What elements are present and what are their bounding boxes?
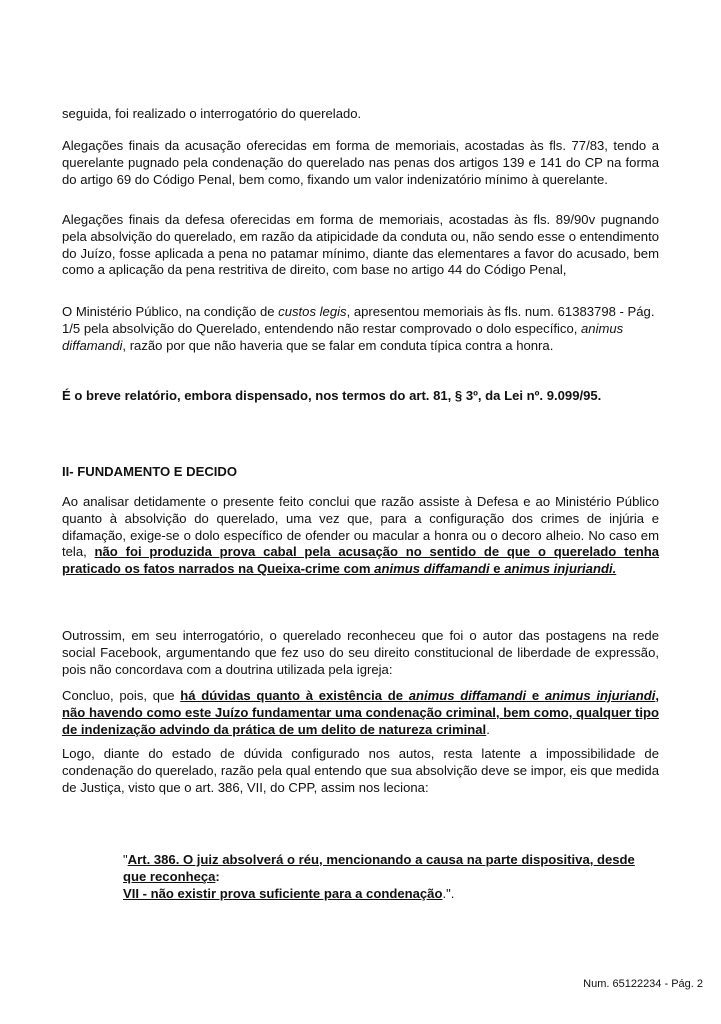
text-segment: Ao analisar detidamente o presente feito conclui que razão assiste à Defesa e ao Ministério Público quanto à absolvição do querelado, uma vez que, para a configuração dos crimes de injúria e difamação, exige-se o dolo específico de ofender ou macular a honra ou o decoro alheio. No caso em tela, bbox=[62, 494, 659, 560]
text-segment-italic: animus diffamandi bbox=[62, 320, 624, 353]
text-segment-emphasis-italic: animus injuriandi bbox=[544, 688, 656, 703]
paragraph-text: É o breve relatório, embora dispensado, nos termos do art. 81, § 3º, da Lei nº. 9.099/95. bbox=[62, 388, 602, 403]
text-segment-emphasis: e bbox=[489, 561, 505, 577]
paragraph-alegacoes-acusacao bbox=[62, 138, 659, 188]
text-segment-italic: custos legis bbox=[278, 304, 347, 319]
text-segment: , apresentou memoriais às fls. num. 61383798 - Pág. 1/5 pela absolvição do Querelado, entendendo não restar comprovado o dolo específico, bbox=[62, 304, 655, 336]
text-segment-emphasis: há dúvidas quanto à existência de bbox=[180, 688, 409, 703]
page-number-footer bbox=[583, 978, 703, 991]
quote-open-mark: " bbox=[123, 852, 128, 867]
text-segment: . bbox=[486, 721, 490, 737]
paragraph-concluo bbox=[62, 688, 659, 738]
quote-colon: : bbox=[215, 868, 220, 884]
section-heading bbox=[62, 464, 659, 481]
paragraph-text: Alegações finais da defesa oferecidas em forma de memoriais, acostadas às fls. 89/90v pugnando pela absolvição do querelado, em razão da atipicidade da conduta ou, não sendo esse o entendimento do Juízo, fosse aplicada a pena no patamar mínimo, diante das elementares a favor do acusado, bem como a aplicação da pena restritiva de direito, com base no artigo 44 do Código Penal, bbox=[62, 212, 659, 278]
paragraph-text: Logo, diante do estado de dúvida configurado nos autos, resta latente a impossibilidade de condenação do querelado, razão pela qual entendo que sua absolvição deve se impor, eis que medida de Justiça, visto que o art. 386, VII, do CPP, assim nos leciona: bbox=[62, 746, 659, 795]
footer-text: Num. 65122234 - Pág. 2 bbox=[583, 978, 703, 990]
text-segment-emphasis-italic: animus diffamandi bbox=[374, 561, 490, 577]
paragraph-ministerio-publico bbox=[62, 304, 659, 354]
paragraph-text: seguida, foi realizado o interrogatório do querelado. bbox=[62, 106, 362, 121]
text-segment-emphasis-italic: animus injuriandi. bbox=[504, 561, 617, 577]
quote-article-386: Art. 386. O juiz absolverá o réu, mencionando a causa na parte dispositiva, desde que reconheça bbox=[123, 852, 635, 884]
paragraph-breve-relatorio bbox=[62, 388, 659, 405]
paragraph-text: Alegações finais da acusação oferecidas em forma de memoriais, acostadas às fls. 77/83, tendo a querelante pugnado pela condenação do querelado nas penas dos artigos 139 e 141 do CP na forma do artigo 69 do Código Penal, bem como, fixando um valor indenizatório mínimo à querelante. bbox=[62, 138, 659, 187]
quote-close-mark: .". bbox=[442, 885, 455, 901]
paragraph-interrogatorio-facebook bbox=[62, 628, 659, 678]
text-segment-emphasis: não havendo como este Juízo fundamentar uma condenação criminal, bem como, qualquer tipo de indenização advindo da prática de um delito de natureza criminal bbox=[62, 704, 659, 737]
paragraph-logo-duvida bbox=[62, 746, 659, 796]
heading-text: II- FUNDAMENTO E DECIDO bbox=[62, 464, 238, 479]
paragraph-text: Outrossim, em seu interrogatório, o querelado reconheceu que foi o autor das postagens na rede social Facebook, argumentando que fez uso do seu direito constitucional de liberdade de expressão, pois não concordava com a doutrina utilizada pela igreja: bbox=[62, 628, 659, 677]
text-segment: , razão por que não haveria que se falar em conduta típica contra a honra. bbox=[122, 337, 554, 353]
paragraph-fundamento bbox=[62, 494, 659, 578]
text-segment-emphasis: e bbox=[526, 688, 545, 703]
text-segment: Concluo, pois, que bbox=[62, 688, 181, 703]
paragraph-alegacoes-defesa bbox=[62, 212, 659, 279]
legal-quote bbox=[123, 852, 659, 902]
text-segment-emphasis: , bbox=[655, 688, 659, 703]
quote-inciso-vii: VII - não existir prova suficiente para a condenação bbox=[123, 885, 443, 901]
text-segment-emphasis: não foi produzida prova cabal pela acusação no sentido de que o querelado tenha praticado os fatos narrados na Queixa-crime com bbox=[62, 544, 659, 577]
text-segment-emphasis-italic: animus diffamandi bbox=[408, 688, 527, 703]
paragraph-interrogatorio bbox=[62, 106, 659, 123]
text-segment: O Ministério Público, na condição de bbox=[62, 304, 279, 319]
